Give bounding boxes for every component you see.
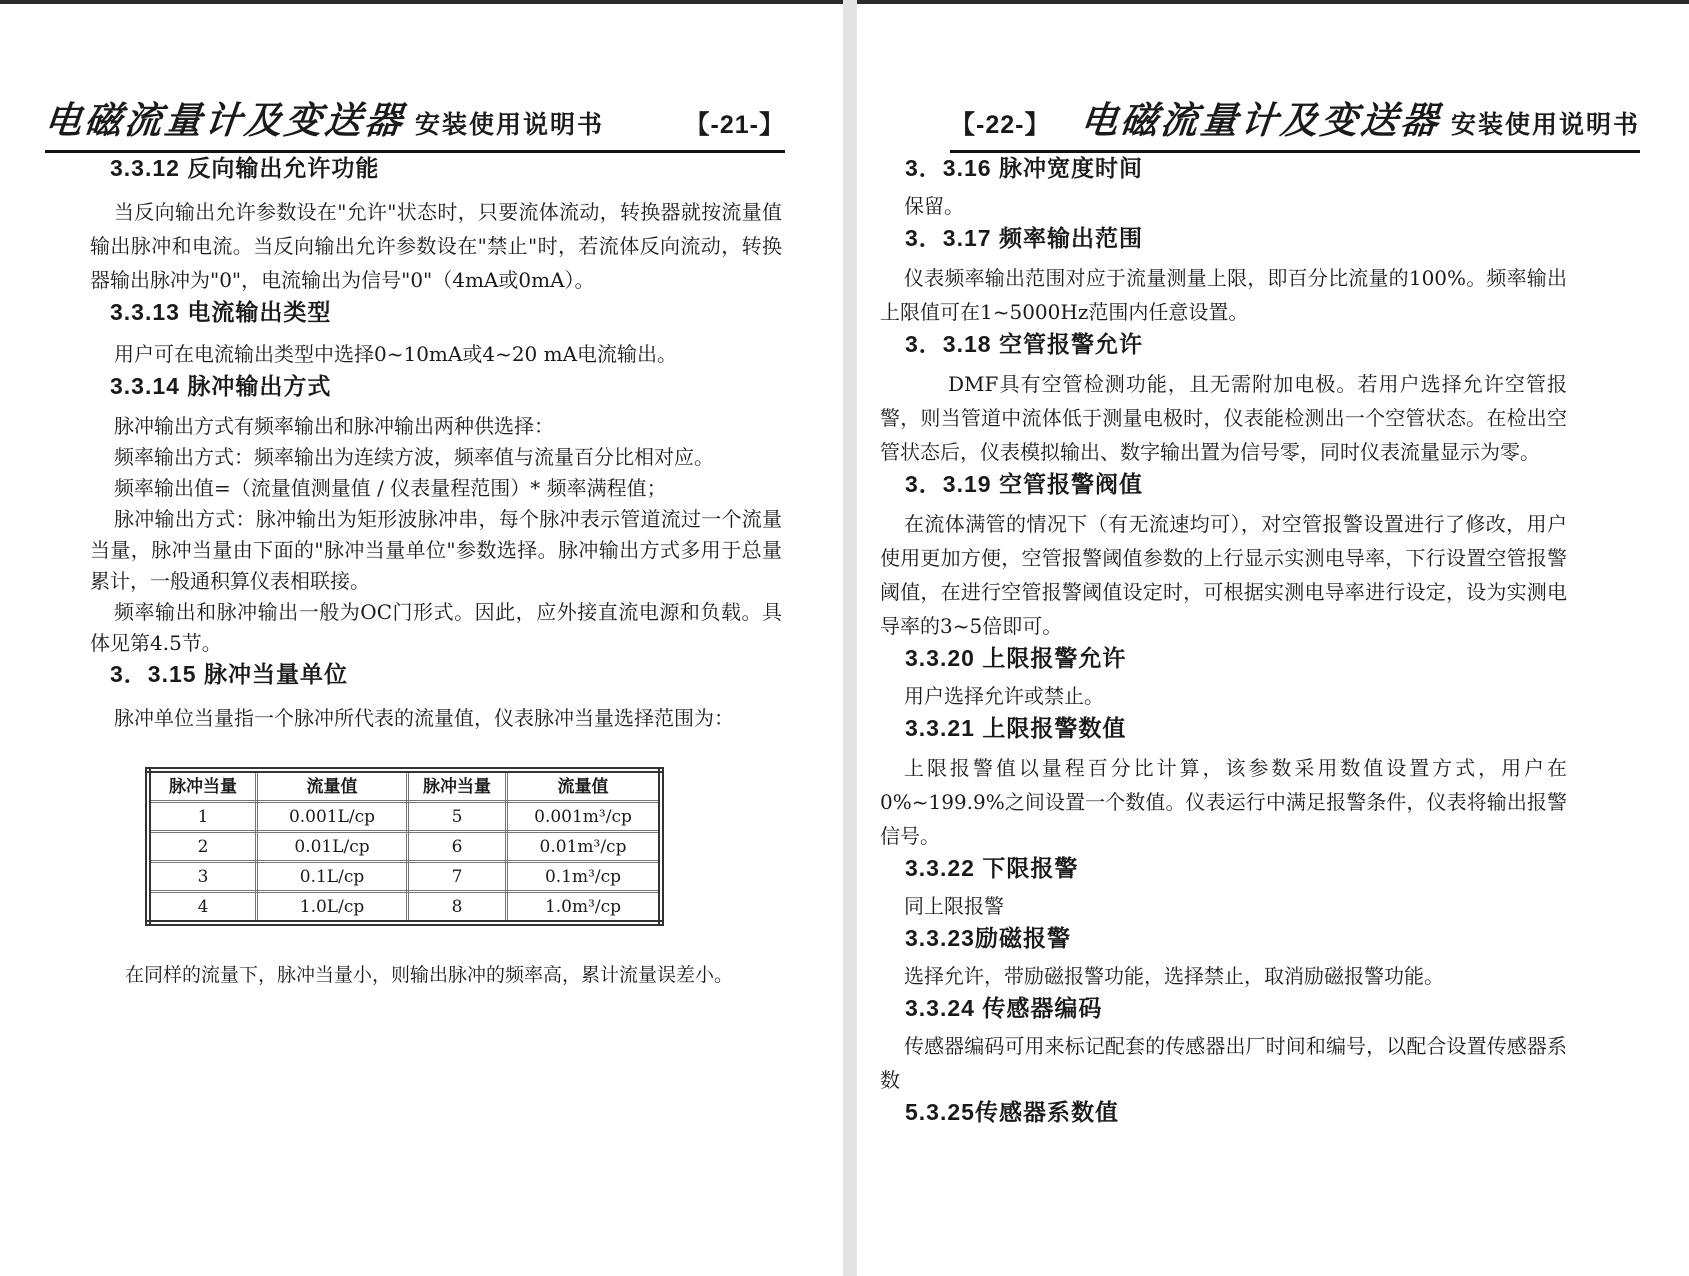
page-22-content	[880, 153, 1567, 1127]
page-22-header	[950, 90, 1640, 153]
section-3-3-15-paragraph: 脉冲单位当量指一个脉冲所代表的流量值，仪表脉冲当量选择范围为：	[114, 706, 734, 730]
section-3-3-20-heading: 3.3.20 上限报警允许	[905, 645, 1127, 671]
page-21-header	[42, 90, 785, 153]
table-cell: 0.01L/cp	[257, 832, 408, 862]
doc-title-main: 电磁流量计及变送器	[42, 98, 407, 142]
table-header-cell: 流量值	[507, 770, 662, 802]
section-3-3-16-paragraph: 保留。	[904, 194, 964, 218]
section-3-3-13-paragraph: 用户可在电流输出类型中选择0~10mA或4~20 mA电流输出。	[114, 342, 678, 366]
section-3-3-14-line-5: 频率输出和脉冲输出一般为OC门形式。因此，应外接直流电源和负载。具体见第4.5节。	[90, 600, 782, 655]
table-cell: 3	[148, 862, 257, 892]
table-cell: 0.1L/cp	[257, 862, 408, 892]
section-3-3-23-heading: 3.3.23励磁报警	[905, 925, 1071, 951]
section-5-3-25-heading: 5.3.25传感器系数值	[905, 1099, 1119, 1125]
table-cell: 6	[408, 832, 507, 862]
section-3-3-12-paragraph: 当反向输出允许参数设在"允许"状态时，只要流体流动，转换器就按流量值输出脉冲和电流。当反向输出允许参数设在"禁止"时，若流体反向流动，转换器输出脉冲为"0"，电流输出为信号"0"（4mA或0mA）。	[90, 200, 782, 292]
table-cell: 1	[148, 802, 257, 832]
section-3-3-13-heading: 3.3.13 电流输出类型	[110, 299, 332, 325]
table-cell: 4	[148, 892, 257, 924]
table-cell: 5	[408, 802, 507, 832]
table-cell: 2	[148, 832, 257, 862]
section-3-3-12-heading: 3.3.12 反向输出允许功能	[110, 155, 380, 181]
section-3-3-14-line-4: 脉冲输出方式：脉冲输出为矩形波脉冲串，每个脉冲表示管道流过一个流量当量，脉冲当量由下面的"脉冲当量单位"参数选择。脉冲输出方式多用于总量累计，一般通积算仪表相联接。	[90, 507, 782, 593]
section-3-3-17-paragraph: 仪表频率输出范围对应于流量测量上限，即百分比流量的100%。频率输出上限值可在1~5000Hz范围内任意设置。	[880, 266, 1567, 324]
section-3-3-19-paragraph: 在流体满管的情况下（有无流速均可），对空管报警设置进行了修改，用户使用更加方便，空管报警阈值参数的上行显示实测电导率，下行设置空管报警阈值，在进行空管报警阈值设定时，可根据实测电导率进行设定，设为实测电导率的3~5倍即可。	[880, 512, 1567, 638]
section-3-3-18-heading: 3．3.18 空管报警允许	[905, 331, 1143, 357]
table-row	[148, 832, 661, 862]
table-header-cell: 脉冲当量	[148, 770, 257, 802]
table-header-cell: 流量值	[257, 770, 408, 802]
table-note: 在同样的流量下，脉冲当量小，则输出脉冲的频率高，累计流量误差小。	[125, 964, 734, 986]
table-cell: 0.01m³/cp	[507, 832, 662, 862]
table-cell: 0.001m³/cp	[507, 802, 662, 832]
table-header-cell: 脉冲当量	[408, 770, 507, 802]
table-row	[148, 862, 661, 892]
table-cell: 7	[408, 862, 507, 892]
section-3-3-24-paragraph: 传感器编码可用来标记配套的传感器出厂时间和编号，以配合设置传感器系数	[880, 1034, 1567, 1092]
table-cell: 1.0L/cp	[257, 892, 408, 924]
doc-title	[1078, 90, 1640, 144]
page-number-22: 【-22-】	[950, 111, 1051, 139]
doc-title-main: 电磁流量计及变送器	[1078, 98, 1443, 142]
table-cell: 0.001L/cp	[257, 802, 408, 832]
table-row	[148, 892, 661, 924]
section-3-3-17-heading: 3．3.17 频率输出范围	[905, 225, 1143, 251]
page-gutter	[843, 0, 857, 1276]
section-3-3-14-formula: 频率输出值=（流量值测量值 / 仪表量程范围）* 频率满程值；	[114, 476, 667, 500]
section-3-3-14-line-2: 频率输出方式：频率输出为连续方波，频率值与流量百分比相对应。	[114, 445, 714, 469]
page-21-content	[90, 153, 782, 992]
table-cell: 8	[408, 892, 507, 924]
section-3-3-18-paragraph: DMF具有空管检测功能，且无需附加电极。若用户选择允许空管报警，则当管道中流体低于测量电极时，仪表能检测出一个空管状态。在检出空管状态后，仪表模拟输出、数字输出置为信号零，同时仪表流量显示为零。	[880, 372, 1567, 464]
section-3-3-24-heading: 3.3.24 传感器编码	[905, 995, 1103, 1021]
section-3-3-22-heading: 3.3.22 下限报警	[905, 855, 1079, 881]
section-3-3-15-heading: 3．3.15 脉冲当量单位	[110, 661, 348, 687]
section-3-3-23-paragraph: 选择允许，带励磁报警功能，选择禁止，取消励磁报警功能。	[904, 964, 1444, 988]
section-3-3-21-paragraph: 上限报警值以量程百分比计算，该参数采用数值设置方式，用户在0%~199.9%之间设置一个数值。仪表运行中满足报警条件，仪表将输出报警信号。	[880, 756, 1567, 848]
table-header-row	[148, 770, 661, 802]
page-number-21: 【-21-】	[684, 111, 785, 139]
doc-title-sub: 安装使用说明书	[415, 111, 605, 139]
page-22	[857, 0, 1689, 1276]
section-3-3-14-heading: 3.3.14 脉冲输出方式	[110, 373, 332, 399]
section-3-3-19-heading: 3．3.19 空管报警阀值	[905, 471, 1143, 497]
section-3-3-14-line-1: 脉冲输出方式有频率输出和脉冲输出两种供选择：	[114, 414, 554, 438]
table-row	[148, 802, 661, 832]
section-3-3-16-heading: 3．3.16 脉冲宽度时间	[905, 155, 1143, 181]
section-3-3-21-heading: 3.3.21 上限报警数值	[905, 715, 1127, 741]
section-3-3-20-paragraph: 用户选择允许或禁止。	[904, 684, 1104, 708]
doc-title	[42, 90, 605, 144]
table-cell: 0.1m³/cp	[507, 862, 662, 892]
section-3-3-22-paragraph: 同上限报警	[904, 894, 1004, 918]
page-21	[0, 0, 843, 1276]
pulse-equivalent-table	[145, 767, 664, 926]
table-cell: 1.0m³/cp	[507, 892, 662, 924]
doc-title-sub: 安装使用说明书	[1450, 111, 1640, 139]
